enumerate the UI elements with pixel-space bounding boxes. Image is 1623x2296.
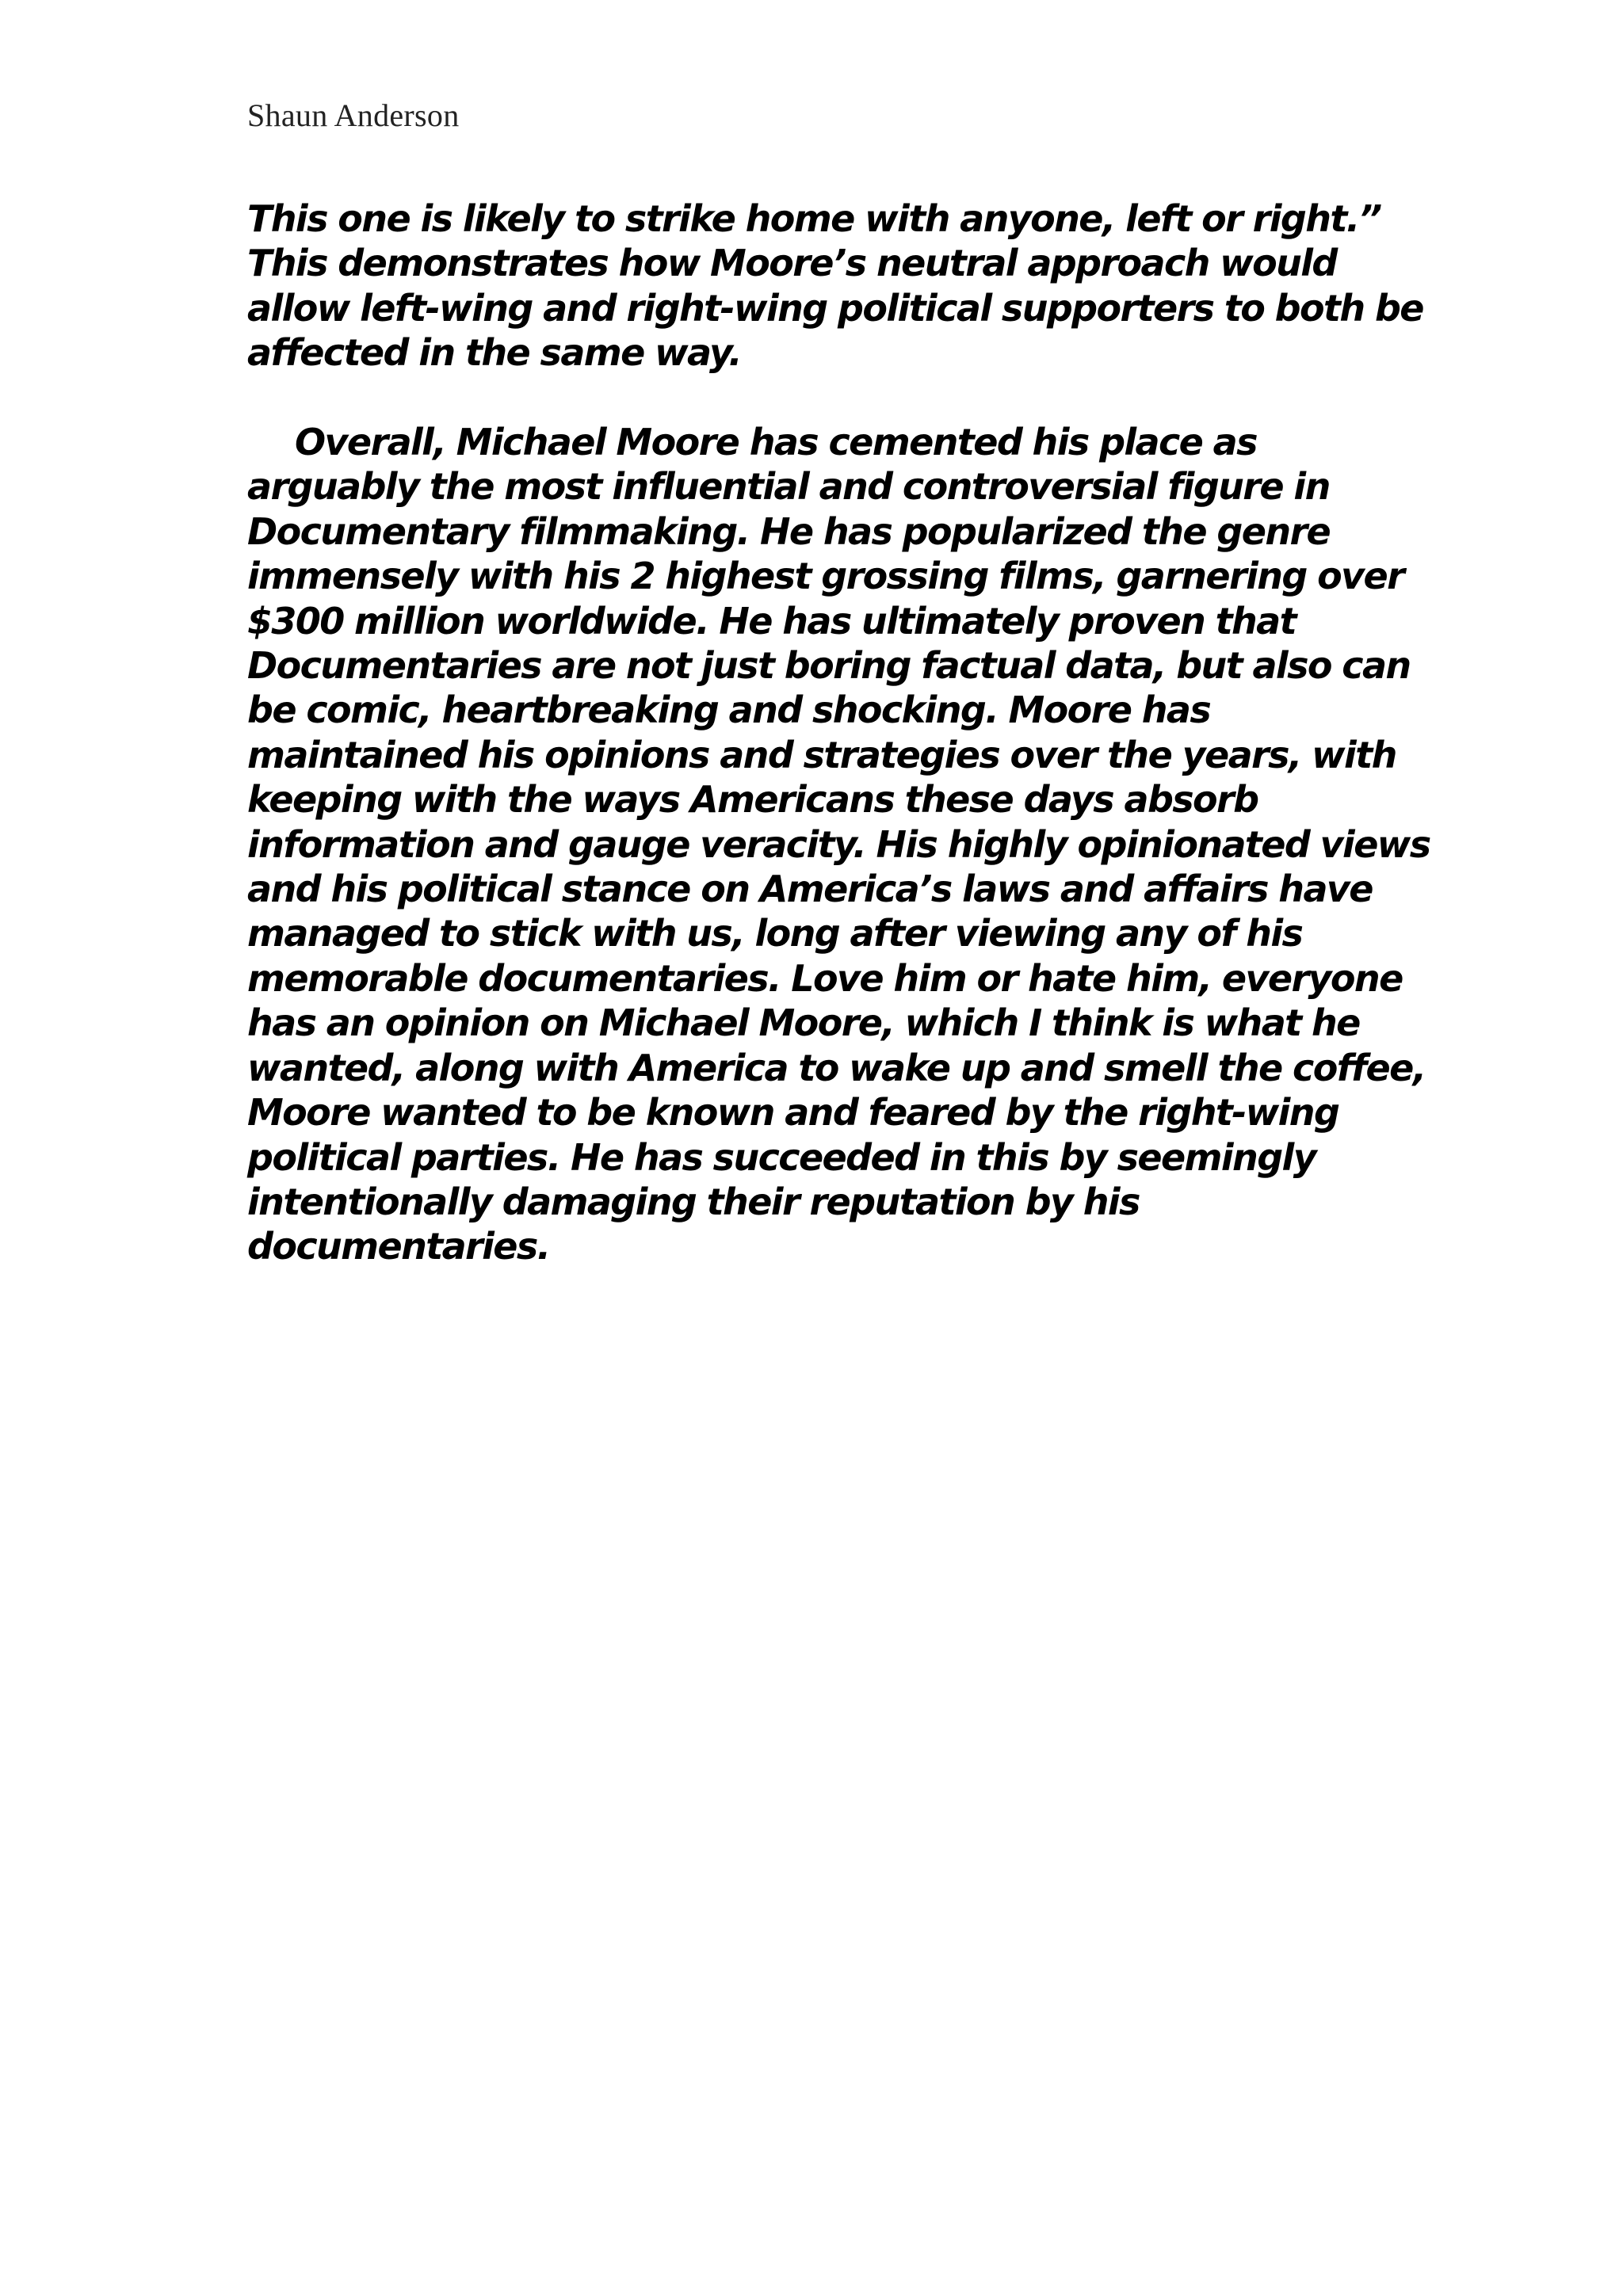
text-line: intentionally damaging their reputation by his xyxy=(247,1180,1140,1223)
text-line: $300 million worldwide. He has ultimately proven that xyxy=(247,599,1296,643)
text-line: Moore wanted to be known and feared by the right-wing xyxy=(247,1091,1339,1135)
text-line: and his political stance on America’s laws and affairs have xyxy=(247,868,1373,911)
text-line-first xyxy=(247,420,1388,464)
text-line: maintained his opinions and strategies over the years, with xyxy=(247,733,1396,776)
text-line-content: Overall, Michael Moore has cemented his place as xyxy=(295,421,1257,464)
text-line: wanted, along with America to wake up and smell the coffee, xyxy=(247,1046,1426,1089)
text-line: keeping with the ways Americans these days absorb xyxy=(247,778,1258,822)
text-line: Documentaries are not just boring factual data, but also can xyxy=(247,644,1411,688)
body-text xyxy=(247,196,1430,1269)
text-line: documentaries. xyxy=(247,1225,550,1268)
text-line: This one is likely to strike home with anyone, left or right.” xyxy=(247,197,1381,240)
text-line: affected in the same way. xyxy=(247,331,742,375)
text-line: allow left-wing and right-wing political supporters to both be xyxy=(247,286,1423,330)
text-line: be comic, heartbreaking and shocking. Moore has xyxy=(247,688,1211,732)
text-line: arguably the most influential and controversial figure in xyxy=(247,465,1330,509)
text-line: Documentary filmmaking. He has popularized the genre xyxy=(247,509,1331,553)
text-line: information and gauge veracity. His highly opinionated views xyxy=(247,822,1430,866)
text-line: immensely with his 2 highest grossing films, garnering over xyxy=(247,555,1404,598)
paragraph-spacer xyxy=(247,376,1388,420)
text-line: memorable documentaries. Love him or hate him, everyone xyxy=(247,956,1403,1000)
text-line: This demonstrates how Moore’s neutral approach would xyxy=(247,242,1337,285)
text-line: political parties. He has succeeded in this by seemingly xyxy=(247,1135,1316,1179)
text-line: has an opinion on Michael Moore, which I think is what he xyxy=(247,1001,1360,1045)
paragraph-2 xyxy=(247,420,1430,1269)
text-line: managed to stick with us, long after viewing any of his xyxy=(247,912,1303,955)
header-author-name: Shaun Anderson xyxy=(247,97,460,133)
paragraph-1 xyxy=(247,196,1423,376)
